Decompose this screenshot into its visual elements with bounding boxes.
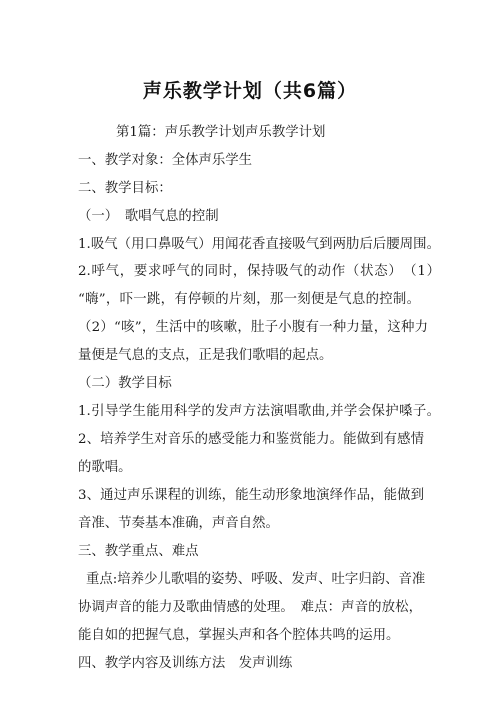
text-line: 四、教学内容及训练方法 发声训练 xyxy=(78,656,293,671)
section-heading: 第1篇：声乐教学计划声乐教学计划 xyxy=(116,125,326,140)
text-line: 音准、节奏基本准确，声音自然。 xyxy=(78,516,279,531)
text-line: 协调声音的能力及歌曲情感的处理。 难点：声音的放松， xyxy=(78,600,422,615)
text-line: “嗨”，吓一跳，有停顿的片刻，那一刻便是气息的控制。 xyxy=(78,292,420,307)
text-line: 1.吸气（用口鼻吸气）用闻花香直接吸气到两肋后后腰周围。 xyxy=(78,237,440,252)
text-line: 2.呼气，要求呼气的同时，保持吸气的动作（状态） （1） xyxy=(78,264,440,279)
text-line: （一） 歌唱气息的控制 xyxy=(78,209,219,224)
text-line: 的歌唱。 xyxy=(78,460,132,475)
text-line: 3、通过声乐课程的训练，能生动形象地演绎作品，能做到 xyxy=(78,488,424,503)
text-line: 2、培养学生对音乐的感受能力和鉴赏能力。能做到有感情 xyxy=(78,432,424,447)
text-line: 一、教学对象：全体声乐学生 xyxy=(78,153,253,168)
text-line: 二、教学目标： xyxy=(78,181,172,196)
text-line: 重点:培养少儿歌唱的姿势、呼吸、发声、吐字归韵、音准 xyxy=(86,572,426,587)
document-title: 声乐教学计划（共6篇） xyxy=(142,80,358,102)
text-line: （2）“咳”，生活中的咳嗽，肚子小腹有一种力量，这种力 xyxy=(78,320,428,335)
text-line: 1.引导学生能用科学的发声方法演唱歌曲,并学会保护嗓子。 xyxy=(78,404,440,419)
text-line: 三、教学重点、难点 xyxy=(78,544,199,559)
text-line: 量便是气息的支点，正是我们歌唱的起点。 xyxy=(78,348,333,363)
text-line: 能自如的把握气息，掌握头声和各个腔体共鸣的运用。 xyxy=(78,628,400,643)
text-line: （二）教学目标 xyxy=(78,376,172,391)
